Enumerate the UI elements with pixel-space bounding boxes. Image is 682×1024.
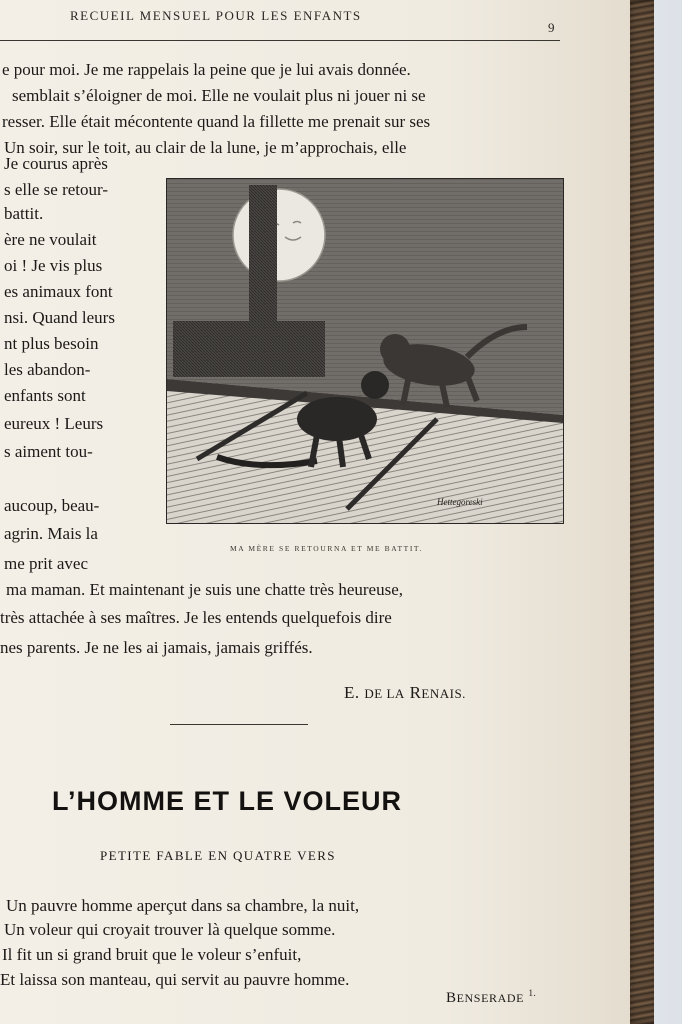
engraving-image [167,179,563,523]
column-line: battit. [4,204,44,223]
story-line: semblait s’éloigner de moi. Elle ne voulait plus ni jouer ni se [12,86,426,105]
column-line: agrin. Mais la [4,524,98,543]
fable-verse: Un voleur qui croyait trouver là quelque somme. [4,920,336,939]
author-particle: DE LA [364,686,405,701]
column-line: nsi. Quand leurs [4,308,115,327]
story-line: e pour moi. Je me rappelais la peine que je lui avais donnée. [2,60,411,79]
column-line: s elle se retour- [4,180,108,199]
column-line: es animaux font [4,282,113,301]
fable-verse: Un pauvre homme aperçut dans sa chambre, la nuit, [6,896,360,915]
story-author [344,683,466,703]
column-line: ère ne voulait [4,230,97,249]
author-name-cap: R [409,683,422,702]
column-line: les abandon- [4,360,91,379]
chimney-post [249,185,277,335]
moon-face [233,189,325,281]
author-name-rest: ENAIS. [421,686,466,701]
young-cat-body [297,397,377,441]
illustration-cats-on-roof [166,178,564,524]
attribution-rest: ENSERADE [456,991,525,1005]
fable-verse: Et laissa son manteau, qui servit au pauvre homme. [0,970,350,989]
footnote-mark: 1. [528,988,537,998]
column-line: oi ! Je vis plus [4,256,103,275]
mother-cat-head [380,334,410,364]
story-line: très attachée à ses maîtres. Je les entends quelquefois dire [0,608,392,627]
fable-verse: Il fit un si grand bruit que le voleur s’enfuit, [2,945,302,964]
column-line: Je courus après [4,154,108,173]
story-line: Un soir, sur le toit, au clair de la lune, je m’approchais, elle [4,138,407,157]
young-cat-head [361,371,389,399]
column-line: nt plus besoin [4,334,99,353]
illustration-caption: MA MÈRE SE RETOURNA ET ME BATTIT. [230,544,424,553]
fable-attribution [446,988,536,1007]
column-line: me prit avec [4,554,89,573]
fable-subtitle: PETITE FABLE EN QUATRE VERS [100,848,336,863]
story-line: ma maman. Et maintenant je suis une chatte très heureuse, [6,580,404,599]
column-line: aucoup, beau- [4,496,100,515]
artist-signature: Hettegoreski [437,497,483,507]
running-header: RECUEIL MENSUEL POUR LES ENFANTS [70,8,362,23]
page-number: 9 [548,20,555,35]
fable-title: L’HOMME ET LE VOLEUR [52,786,403,816]
parapet-wall [173,321,325,377]
section-separator [170,724,308,725]
story-line: nes parents. Je ne les ai jamais, jamais griffés. [0,638,313,657]
story-line: resser. Elle était mécontente quand la fillette me prenait sur ses [2,112,431,131]
column-line: s aiment tou- [4,442,93,461]
attribution-cap: B [446,990,457,1006]
author-initial: E. [344,683,360,702]
header-rule [0,40,560,41]
column-line: enfants sont [4,386,86,405]
column-line: eureux ! Leurs [4,414,104,433]
